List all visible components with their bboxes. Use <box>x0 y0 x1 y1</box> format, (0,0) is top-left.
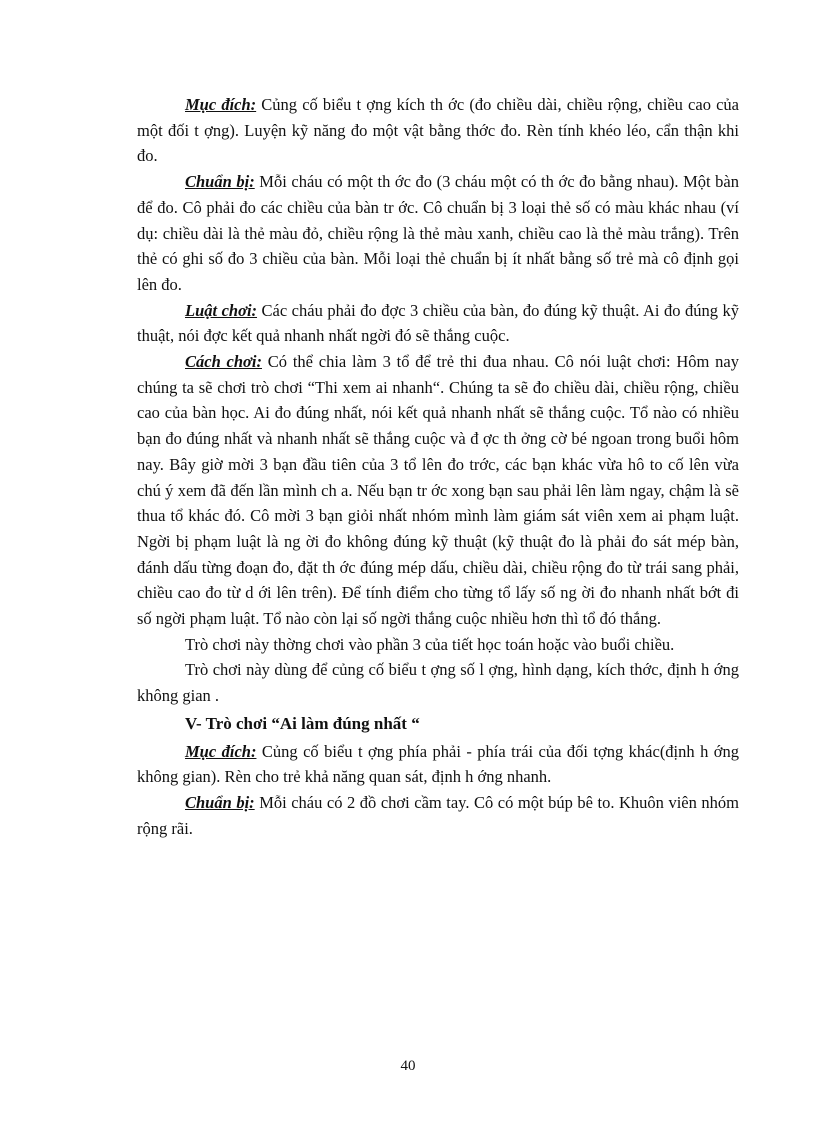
purpose-label-2: Mục đích: <box>185 741 257 761</box>
rules-paragraph <box>137 298 739 349</box>
preparation-text-2: Mỗi cháu có 2 đồ chơi cầm tay. Cô có một búp bê to. Khuôn viên nhóm rộng rãi. <box>137 792 739 838</box>
preparation-label-2: Chuẩn bị: <box>185 792 255 812</box>
rules-label: Luật chơi: <box>185 300 258 320</box>
purpose-paragraph <box>137 92 739 169</box>
how-to-play-paragraph <box>137 349 739 632</box>
preparation-paragraph-2 <box>137 790 739 841</box>
usage-paragraph: Trò chơi này thờng chơi vào phần 3 của tiết học toán hoặc vào buổi chiều. <box>185 634 675 654</box>
purpose-text: Củng cố biểu t ợng kích th ớc (đo chiều dài, chiều rộng, chiều cao của một đối t ợng). Luyện kỹ năng đo một vật bằng thớc đo. Rèn tính khéo léo, cẩn thận khi đo. <box>137 95 739 166</box>
rules-text: Các cháu phải đo đợc 3 chiều của bàn, đo đúng kỹ thuật. Ai đo đúng kỹ thuật, nói đợc kết quả nhanh nhất ngời đó sẽ thắng cuộc. <box>137 300 739 346</box>
purpose-paragraph-2 <box>137 739 739 790</box>
how-to-play-text: Có thể chia làm 3 tổ để trẻ thi đua nhau. Cô nói luật chơi: Hôm nay chúng ta sẽ chơi trò chơi “Thi xem ai nhanh“. Chúng ta sẽ đo chiều dài, chiều rộng, chiều cao của bàn học. Ai đo đúng nhất, nói kết quả nhanh nhất sẽ thắng cuộc. Tổ nào có nhiều bạn đo đúng nhất và nhanh nhất sẽ thắng cuộc và đ ợc th ởng cờ bé ngoan trong buổi hôm nay. Bây giờ mời 3 bạn đầu tiên của 3 tổ lên đo trớc, các bạn khác vừa hô to cố lên vừa chú ý xem đã đến lần mình ch a. Nếu bạn tr ớc xong bạn sau phải lên làm ngay, chậm là sẽ thua tổ khác đó. Cô mời 3 bạn giỏi nhất nhóm mình làm giám sát viên xem ai phạm luật. Ngời bị phạm luật là ng ời đo không đúng kỹ thuật (kỹ thuật đo là phải đo sát mép bàn, đánh dấu từng đoạn đo, đặt th ớc đúng mép dấu, chiều dài, chiều rộng đo từ trái sang phải, chiều cao đo từ d ới lên trên). Để tính điểm cho từng tổ lấy số ng ời đo nhanh nhất bớt đi số ngời phạm luật. Tổ nào còn lại số ngời thắng cuộc nhiều hơn thì tổ đó thắng. <box>137 352 739 629</box>
purpose-label: Mục đích: <box>185 95 257 114</box>
purpose-text-2: Củng cố biểu t ợng phía phải - phía trái của đối tợng khác(định h ớng không gian). Rèn cho trẻ khả năng quan sát, định h ớng nhanh. <box>137 741 740 787</box>
preparation-label: Chuẩn bị: <box>185 172 255 192</box>
preparation-paragraph <box>137 169 739 298</box>
document-body <box>137 92 739 841</box>
page-number: 40 <box>400 1058 416 1074</box>
purpose-summary-paragraph: Trò chơi này dùng để củng cố biểu t ợng số l ợng, hình dạng, kích thớc, định h ớng không gian . <box>137 660 739 706</box>
section-heading: V- Trò chơi “Ai làm đúng nhất “ <box>185 713 420 733</box>
how-to-play-label: Cách chơi: <box>185 352 262 372</box>
preparation-text: Mỗi cháu có một th ớc đo (3 cháu một có th ớc đo bằng nhau). Một bàn để đo. Cô phải đo các chiều của bàn tr ớc. Cô chuẩn bị 3 loại thẻ số có màu khác nhau (ví dụ: chiều dài là thẻ màu đỏ, chiều rộng là thẻ màu xanh, chiều cao là thẻ màu trắng). Trên thẻ có ghi số đo 3 chiều của bàn. Mỗi loại thẻ chuẩn bị ít nhất bằng số trẻ mà cô định gọi lên đo. <box>137 172 739 294</box>
